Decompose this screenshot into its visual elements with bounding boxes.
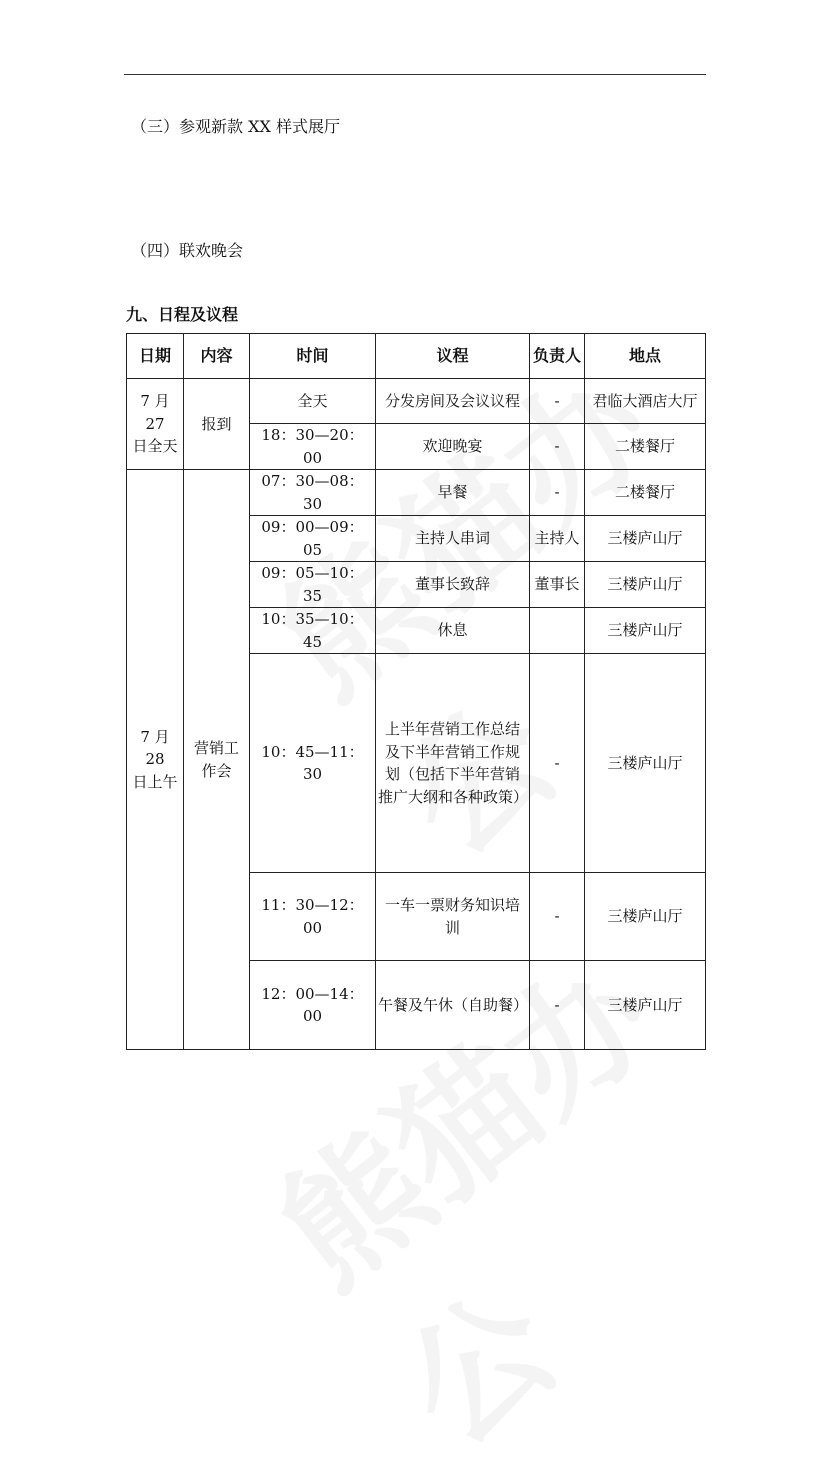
agenda-cell: 午餐及午休（自助餐） (376, 961, 530, 1050)
header-content: 内容 (184, 334, 250, 379)
owner-cell: - (530, 424, 585, 470)
header-date: 日期 (127, 334, 184, 379)
agenda-cell: 分发房间及会议议程 (376, 379, 530, 424)
table-header-row (127, 334, 706, 379)
time-cell: 09：05—10：35 (250, 562, 376, 608)
section-4-title: （四）联欢晚会 (131, 241, 244, 260)
time-cell: 09：00—09：05 (250, 516, 376, 562)
owner-cell: - (530, 873, 585, 961)
owner-cell: - (530, 654, 585, 873)
time-cell: 12：00—14：00 (250, 961, 376, 1050)
section-3-title: （三）参观新款 XX 样式展厅 (131, 117, 340, 136)
header-owner: 负责人 (530, 334, 585, 379)
time-cell: 全天 (250, 379, 376, 424)
owner-cell (530, 608, 585, 654)
date-line: 7 月 27 (140, 392, 170, 433)
place-cell: 三楼庐山厅 (585, 562, 706, 608)
owner-cell: - (530, 470, 585, 516)
table-row (127, 379, 706, 424)
header-rule (124, 74, 706, 75)
schedule-table (126, 333, 706, 1050)
header-agenda: 议程 (376, 334, 530, 379)
owner-cell: 董事长 (530, 562, 585, 608)
agenda-cell: 早餐 (376, 470, 530, 516)
owner-cell: - (530, 961, 585, 1050)
owner-cell: - (530, 379, 585, 424)
place-cell: 君临大酒店大厅 (585, 379, 706, 424)
header-time: 时间 (250, 334, 376, 379)
place-cell: 三楼庐山厅 (585, 608, 706, 654)
place-cell: 三楼庐山厅 (585, 873, 706, 961)
time-cell: 10：35—10：45 (250, 608, 376, 654)
time-cell: 18：30—20：00 (250, 424, 376, 470)
date-line: 日全天 (132, 437, 178, 456)
place-cell: 二楼餐厅 (585, 424, 706, 470)
table-row (127, 470, 706, 516)
place-cell: 三楼庐山厅 (585, 516, 706, 562)
time-cell: 10：45—11：30 (250, 654, 376, 873)
time-cell: 07：30—08：30 (250, 470, 376, 516)
date-line: 7 月 28 (140, 727, 170, 769)
agenda-cell: 一车一票财务知识培训 (376, 873, 530, 961)
content-line: 营销工 (193, 739, 239, 757)
place-cell: 二楼餐厅 (585, 470, 706, 516)
time-cell: 11：30—12：00 (250, 873, 376, 961)
agenda-cell: 主持人串词 (376, 516, 530, 562)
content-cell: 报到 (184, 379, 250, 470)
agenda-cell: 欢迎晚宴 (376, 424, 530, 470)
content-line: 作会 (201, 761, 232, 780)
content-cell (184, 470, 250, 1050)
owner-cell: 主持人 (530, 516, 585, 562)
date-cell (127, 379, 184, 470)
place-cell: 三楼庐山厅 (585, 961, 706, 1050)
agenda-cell: 董事长致辞 (376, 562, 530, 608)
agenda-cell: 休息 (376, 608, 530, 654)
date-cell (127, 470, 184, 1050)
header-place: 地点 (585, 334, 706, 379)
section-9-heading: 九、日程及议程 (126, 305, 239, 324)
date-line: 日上午 (132, 772, 178, 791)
agenda-cell: 上半年营销工作总结及下半年营销工作规划（包括下半年营销推广大纲和各种政策） (376, 654, 530, 873)
place-cell: 三楼庐山厅 (585, 654, 706, 873)
